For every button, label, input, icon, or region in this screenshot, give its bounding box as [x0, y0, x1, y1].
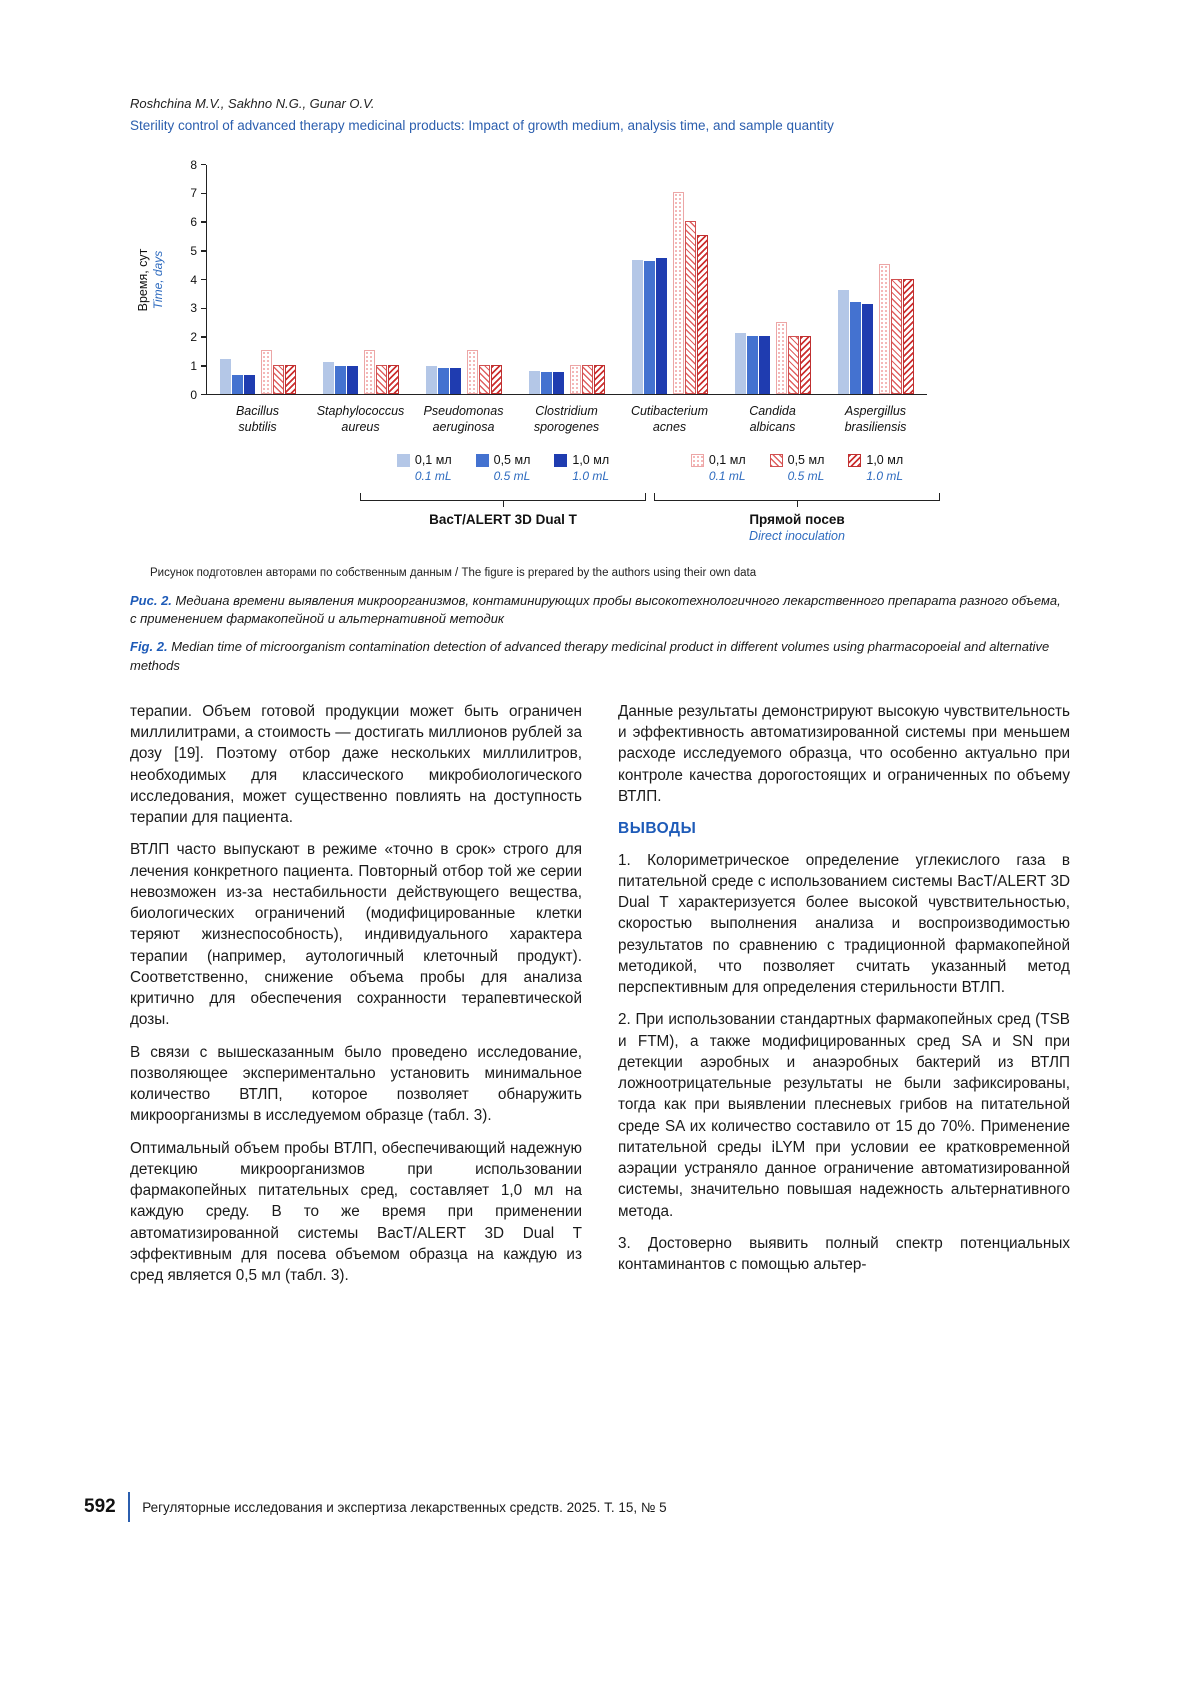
y-tick-label: 8	[190, 157, 197, 172]
y-tick-label: 0	[190, 387, 197, 402]
legend-label-ru: 0,1 мл	[708, 453, 746, 468]
bar	[800, 336, 811, 394]
legend-label-en: 0.5 mL	[493, 469, 531, 484]
y-tick-mark	[201, 394, 206, 396]
method-label-bact-alert-ru: BacT/ALERT 3D Dual T	[429, 512, 577, 528]
bar	[438, 368, 449, 394]
bar	[388, 365, 399, 394]
y-tick-mark	[201, 365, 206, 367]
paragraph: 2. При использовании стандартных фармакопейных сред (TSB и FTM), а также модифицированных сред SA и SN при детекции аэробных и анаэробных бактерий из ВТЛП ложноотрицательные результаты не были зафиксированы, тогда как при выявлении плесневых грибов на питательной среде SA их количество составило от 15 до 70%. Применение питательной среды iLYM при условии ее кратковременной аэрации устраняло данное ограничение автоматизированной системы, значительно повышая надежность альтернативного метода.	[618, 1011, 1070, 1220]
bar-group	[310, 165, 413, 394]
category-label: Clostridium sporogenes	[533, 403, 600, 434]
figure-source-note: Рисунок подготовлен авторами по собственным данным / The figure is prepared by the authors using their own data	[150, 567, 757, 580]
category-label: Bacillus subtilis	[235, 403, 280, 434]
bar	[788, 336, 799, 394]
bar	[582, 365, 593, 394]
legend-item	[691, 453, 746, 483]
legend-row-direct-inoculation	[654, 453, 940, 483]
y-tick-label: 4	[190, 272, 197, 287]
category-label: Pseudomonas aeruginosa	[423, 403, 504, 434]
legend-label-ru: 0,5 мл	[493, 453, 531, 468]
paragraph: ВТЛП часто выпускают в режиме «точно в срок» строго для лечения конкретного пациента. Повторный отбор той же серии невозможен из-за нестабильности действующего вещества, биологических ограничений (модифицированные клетки теряют жизнеспособность), индивидуального характера терапии (например, аутологичный клеточный продукт). Соответственно, снижение объема пробы для анализа критично для обеспечения сохранности терапевтической дозы.	[130, 841, 582, 1029]
y-axis	[180, 157, 206, 402]
bar	[776, 322, 787, 394]
y-tick-mark	[201, 308, 206, 310]
legend-swatch	[848, 454, 861, 467]
bar	[673, 192, 684, 393]
bar	[903, 279, 914, 394]
y-tick-label: 5	[190, 243, 197, 258]
y-tick-label: 1	[190, 358, 197, 373]
bar-group	[721, 165, 824, 394]
chart	[136, 157, 960, 544]
legend-label-en: 0.1 mL	[414, 469, 452, 484]
y-axis-label-en: Time, days	[151, 250, 165, 309]
page-number: 592	[84, 1496, 116, 1517]
bar	[450, 368, 461, 394]
section-heading: ВЫВОДЫ	[618, 820, 697, 838]
y-axis-label-ru: Время, сут	[136, 248, 150, 311]
y-tick-mark	[201, 279, 206, 281]
bar	[697, 235, 708, 393]
legend-item	[848, 453, 903, 483]
method-label-bact-alert	[360, 512, 646, 527]
bar	[335, 366, 346, 393]
bar	[644, 261, 655, 393]
bar	[632, 260, 643, 394]
legend-and-method-braces	[140, 453, 940, 543]
bar-group	[207, 165, 310, 394]
brace-bact-alert	[360, 493, 646, 501]
legend-label-ru: 1,0 мл	[866, 453, 904, 468]
category-label: Candida albicans	[749, 403, 796, 434]
legend-swatch	[770, 454, 783, 467]
bar	[891, 279, 902, 394]
figure-caption-ru	[130, 592, 1070, 628]
bar-group	[413, 165, 516, 394]
figure-caption-ru-text: Медиана времени выявления микроорганизмов, контаминирующих пробы высокотехнологичного лекарственного препарата разного объема, с применением фармакопейной и альтернативной методик	[130, 593, 1061, 627]
y-tick-mark	[201, 250, 206, 252]
bar	[656, 258, 667, 393]
legend-label-ru: 0,5 мл	[787, 453, 825, 468]
column-left	[130, 701, 582, 1298]
y-tick-label: 3	[190, 301, 197, 316]
legend-group-bact-alert	[360, 453, 646, 543]
category-label: Cutibacterium acnes	[630, 403, 709, 434]
brace-direct-inoculation	[654, 493, 940, 501]
bar	[244, 375, 255, 394]
bar	[850, 302, 861, 394]
bar	[347, 366, 358, 393]
bar	[570, 365, 581, 394]
paragraph: Данные результаты демонстрируют высокую чувствительность и эффективность автоматизированной системы при меньшем расходе исследуемого образца, что особенно актуально при контроле качества дорогостоящих и ограниченных по объему ВТЛП.	[618, 702, 1070, 805]
figure-caption-en-text: Median time of microorganism contamination detection of advanced therapy medicinal product in different volumes using pharmacopoeial and alternative methods	[130, 639, 1050, 673]
y-tick-mark	[201, 193, 206, 195]
paragraph: 1. Колориметрическое определение углекислого газа в питательной среде с использованием системы BacT/ALERT 3D Dual T характеризуется более высокой чувствительностью, скоростью выполнения анализа и воспроизводимостью результатов по сравнению с традиционной фармакопейной методикой, что позволяет считать указанный метод перспективным для определения стерильности ВТЛП.	[618, 851, 1070, 997]
bar	[838, 290, 849, 394]
bar	[553, 372, 564, 394]
y-tick-mark	[201, 221, 206, 223]
y-tick-label: 2	[190, 330, 197, 345]
journal-reference: Регуляторные исследования и экспертиза лекарственных средств. 2025. Т. 15, № 5	[142, 1499, 667, 1515]
bar	[685, 221, 696, 394]
legend-item	[476, 453, 531, 483]
paragraph: В связи с вышесказанным было проведено исследование, позволяющее экспериментально установить минимальное количество ВТЛП, которое позволяет обнаружить микроорганизмы в исследуемом образце (табл. 3).	[130, 1043, 582, 1125]
method-label-direct-ru: Прямой посев	[749, 512, 845, 528]
bar	[479, 365, 490, 394]
bar	[261, 350, 272, 393]
method-label-direct-inoculation	[654, 512, 940, 543]
bar	[541, 372, 552, 394]
bar	[285, 365, 296, 394]
page-footer	[84, 1492, 667, 1522]
running-header	[130, 96, 1070, 135]
y-tick-label: 7	[190, 186, 197, 201]
legend-item	[770, 453, 825, 483]
bar	[426, 366, 437, 393]
paragraph: 3. Достоверно выявить полный спектр потенциальных контаминантов с помощью альтер-	[618, 1234, 1070, 1274]
figure-caption-en-label: Fig. 2.	[130, 639, 168, 655]
legend-label-en: 0.1 mL	[708, 469, 746, 484]
bar	[376, 365, 387, 394]
bar	[364, 350, 375, 393]
chart-grid	[136, 157, 960, 402]
bar	[879, 264, 890, 393]
figure-caption-ru-label: Рис. 2.	[130, 593, 172, 609]
legend-swatch	[554, 454, 567, 467]
bar-group	[824, 165, 927, 394]
column-right	[618, 701, 1070, 1298]
method-label-direct-en: Direct inoculation	[749, 529, 845, 544]
paragraph: Оптимальный объем пробы ВТЛП, обеспечивающий надежную детекцию микроорганизмов при использовании фармакопейных питательных сред, составляет 1,0 мл на каждую среду. В то же время при применении автоматизированной системы BacT/ALERT 3D Dual T эффективным для посева объемом образца на каждую из сред является 0,5 мл (табл. 3).	[130, 1139, 582, 1285]
legend-group-direct-inoculation	[654, 453, 940, 543]
bar	[759, 336, 770, 394]
y-tick-label: 6	[190, 215, 197, 230]
legend-item	[554, 453, 609, 483]
category-label: Aspergillus brasiliensis	[844, 403, 907, 434]
bar	[529, 371, 540, 394]
x-axis-labels	[206, 403, 927, 436]
figure-block	[130, 157, 1070, 675]
bar	[594, 365, 605, 394]
authors-line: Roshchina M.V., Sakhno N.G., Gunar O.V.	[130, 96, 375, 111]
legend-label-en: 0.5 mL	[787, 469, 825, 484]
y-tick-mark	[201, 164, 206, 166]
bar	[273, 365, 284, 394]
bar	[747, 336, 758, 394]
y-tick-mark	[201, 336, 206, 338]
bar-group	[516, 165, 619, 394]
bar	[491, 365, 502, 394]
bar	[862, 304, 873, 393]
legend-label-en: 1.0 mL	[572, 469, 610, 484]
legend-label-ru: 0,1 мл	[414, 453, 452, 468]
figure-caption-en	[130, 638, 1070, 674]
paper-title: Sterility control of advanced therapy medicinal products: Impact of growth medium, analysis time, and sample quantity	[130, 118, 834, 133]
bar	[735, 333, 746, 393]
paragraph: терапии. Объем готовой продукции может быть ограничен миллилитрами, а стоимость — достигать миллионов рублей за дозу [19]. Поэтому отбор даже нескольких миллилитров, необходимых для классического микробиологического исследования, может существенно повлиять на доступность терапии для пациента.	[130, 702, 582, 827]
legend-swatch	[476, 454, 489, 467]
plot-area	[206, 165, 927, 395]
bar	[232, 375, 243, 394]
body-columns	[130, 701, 1070, 1298]
bar	[467, 350, 478, 393]
bar	[220, 359, 231, 394]
y-axis-label	[136, 165, 180, 395]
legend-label-en: 1.0 mL	[866, 469, 904, 484]
legend-swatch	[397, 454, 410, 467]
legend-item	[397, 453, 452, 483]
legend-label-ru: 1,0 мл	[572, 453, 610, 468]
legend-row-bact-alert	[360, 453, 646, 483]
legend-swatch	[691, 454, 704, 467]
bar-group	[618, 165, 721, 394]
category-label: Staphylococcus aureus	[316, 403, 405, 434]
bar	[323, 362, 334, 394]
footer-divider	[128, 1492, 131, 1522]
